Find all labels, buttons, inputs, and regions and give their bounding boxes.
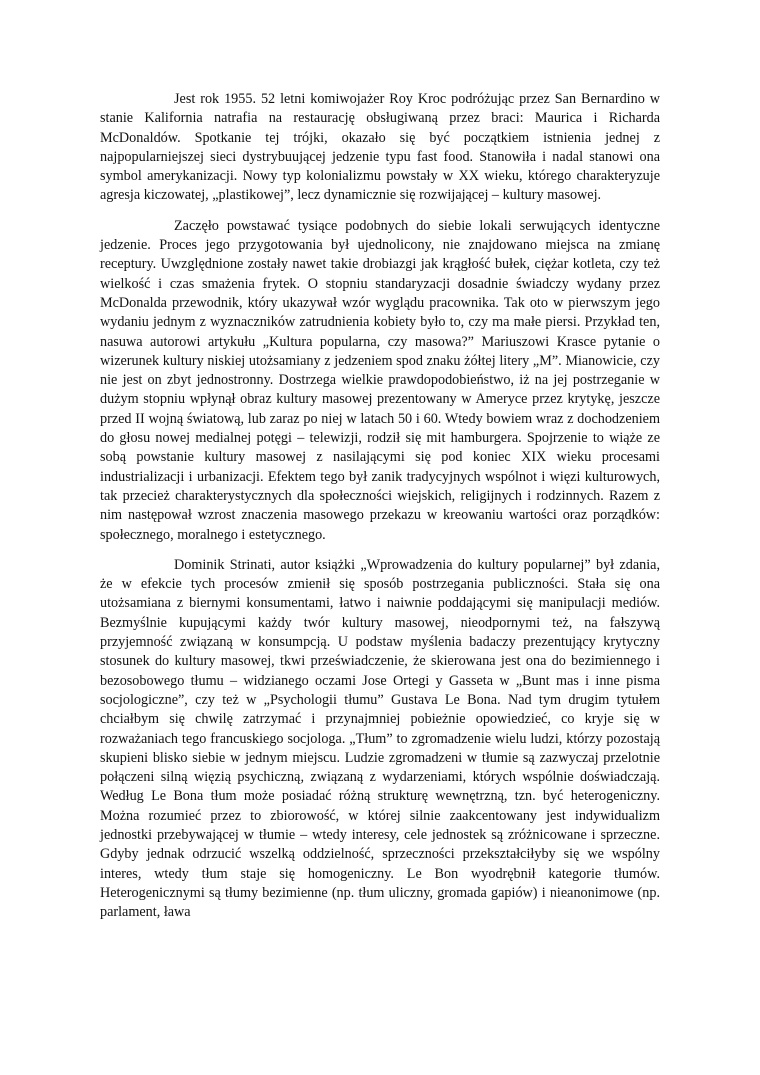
- document-page: [100, 90, 660, 933]
- paragraph-3: Dominik Strinati, autor książki „Wprowadzenia do kultury popularnej” był zdania, że w efekcie tych procesów zmienił się sposób postrzegania publiczności. Stała się ona utożsamiana z biernymi konsumentami, łatwo i naiwnie poddającymi się manipulacji mediów. Bezmyślnie kupującymi każdy twór kultury masowej, nieodpornymi też, na fałszywą przyjemność związaną w konsumpcją. U podstaw myślenia badaczy prezentujący krytyczny stosunek do kultury masowej, tkwi przeświadczenie, że skierowana jest ona do bezimiennego i bezosobowego tłumu – widzianego oczami Jose Ortegi y Gasseta w „Bunt mas i inne pisma socjologiczne”, czy też w „Psychologii tłumu” Gustava Le Bona. Nad tym drugim tytułem chciałbym się chwilę zatrzymać i przynajmniej pobieżnie opowiedzieć, co kryje się w rozważaniach tego francuskiego socjologa. „Tłum” to zgromadzenie wielu ludzi, którzy pozostają skupieni blisko siebie w jednym miejscu. Ludzie zgromadzeni w tłumie są zazwyczaj przelotnie połączeni silną więzią psychiczną, związaną z wydarzeniami, których wspólnie doświadczają. Według Le Bona tłum może posiadać różną strukturę wewnętrzną, tzn. być heterogeniczny. Można rozumieć przez to zbiorowość, w której silnie zaakcentowany jest indywidualizm jednostki przebywającej w tłumie – wtedy interesy, cele jednostek są zróżnicowane i sprzeczne. Gdyby jednak odrzucić wszelką oddzielność, sprzeczności przekształciłyby się we wspólny interes, wtedy tłum staje się homogeniczny. Le Bon wyodrębnił kategorie tłumów. Heterogenicznymi są tłumy bezimienne (np. tłum uliczny, gromada gapiów) i nieanonimowe (np. parlament, ława: [100, 556, 660, 921]
- paragraph-1: Jest rok 1955. 52 letni komiwojażer Roy Kroc podróżując przez San Bernardino w stanie Kalifornia natrafia na restaurację obsługiwaną przez braci: Maurica i Richarda McDonaldów. Spotkanie tej trójki, okazało się być początkiem istnienia jednej z najpopularniejszej sieci dystrybuującej jedzenie typu fast food. Stanowiła i nadal stanowi ona symbol amerykanizacji. Nowy typ kolonializmu powstały w XX wieku, którego charakteryzuje agresja kiczowatej, „plastikowej”, lecz dynamicznie się rozwijającej – kultury masowej.: [100, 91, 660, 204]
- paragraph-2: Zaczęło powstawać tysiące podobnych do siebie lokali serwujących identyczne jedzenie. Proces jego przygotowania był ujednolicony, nie znajdowano miejsca na zmianę receptury. Uwzględnione zostały nawet takie drobiazgi jak krągłość bułek, ciężar kotleta, czy też wielkość i czas smażenia frytek. O stopniu standaryzacji dosadnie świadczy wydany przez McDonalda przewodnik, który ukazywał wzór wyglądu pracownika. Tak oto w pierwszym jego wydaniu jednym z wyznaczników zatrudnienia kobiety było to, czy ma małe piersi. Przykład ten, nasuwa autorowi artykułu „Kultura popularna, czy masowa?” Mariuszowi Krasce pytanie o wizerunek kultury niskiej utożsamiany z jedzeniem spod znaku żółtej litery „M”. Mianowicie, czy nie jest on zbyt jednostronny. Dostrzega wielkie prawdopodobieństwo, iż na jej postrzeganie w dużym stopniu wpłynął obraz kultury masowej prezentowany w Ameryce przez krytykę, jeszcze przed II wojną światową, lub zaraz po niej w latach 50 i 60. Wtedy bowiem wraz z dochodzeniem do głosu nowej medialnej potęgi – telewizji, rodził się mit hamburgera. Spojrzenie to wiąże ze sobą powstanie kultury masowej z nasilającymi się pod koniec XIX wieku procesami industrializacji i urbanizacji. Efektem tego był zanik tradycyjnych wspólnot i więzi kulturowych, tak przecież charakterystycznych dla społeczności wiejskich, religijnych i rodzinnych. Razem z nim następował wzrost znaczenia masowego przekazu w kreowaniu wartości oraz porządków: społecznego, moralnego i estetycznego.: [100, 217, 660, 543]
